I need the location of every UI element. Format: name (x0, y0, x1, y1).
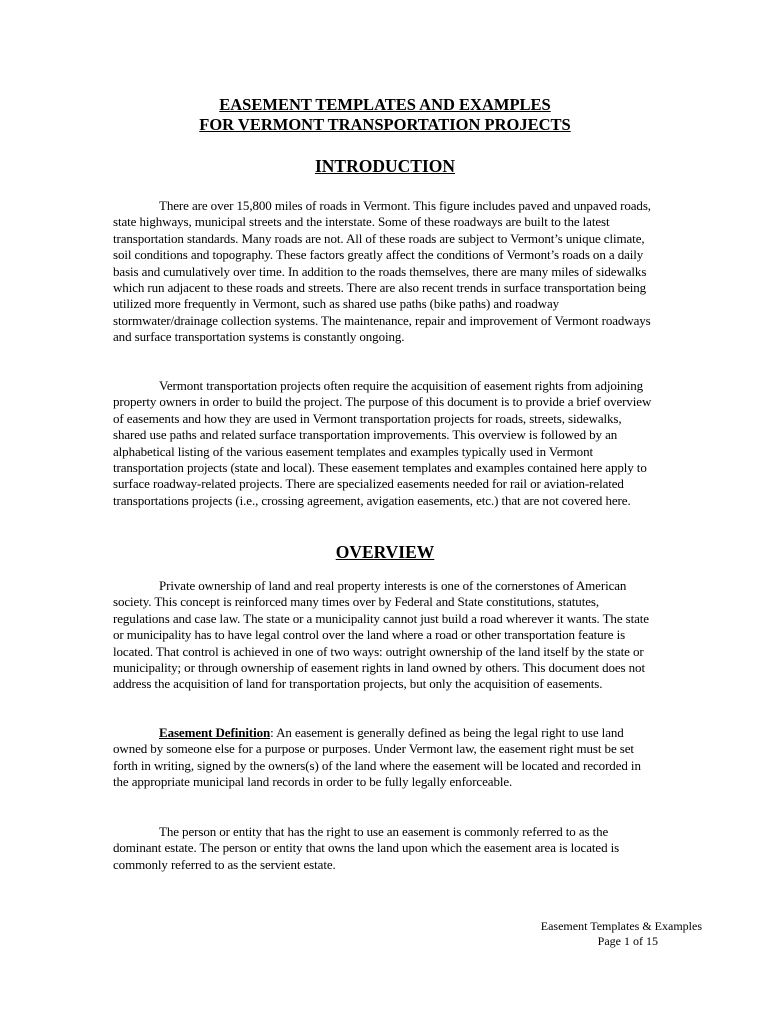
introduction-heading: INTRODUCTION (314, 156, 456, 176)
title-line-2: FOR VERMONT TRANSPORTATION PROJECTS (199, 115, 571, 134)
easement-definition-term: Easement Definition (159, 725, 271, 740)
introduction-paragraph-1: There are over 15,800 miles of roads in Vermont. This figure includes paved and unpaved roads, state highways, municipal streets and the interstate. Some of these roadways are built to the latest transportation standards. Many roads are not. All of these roads are subject to Vermont’s unique climate, soil conditions and topography. These factors greatly affect the conditions of Vermont’s roads on a daily basis and cumulatively over time. In addition to the roads themselves, there are many miles of sidewalks which run adjacent to these roads and streets. There are also recent trends in surface transportation being utilized more frequently in Vermont, such as shared use paths (bike paths) and roadway stormwater/drainage collection systems. The maintenance, repair and improvement of Vermont roadways and surface transportation systems is constantly ongoing. (113, 198, 651, 345)
page-footer (480, 919, 702, 949)
overview-heading: OVERVIEW (335, 542, 435, 562)
footer-title: Easement Templates & Examples (540, 919, 702, 933)
document-title (0, 95, 770, 135)
overview-paragraph-1: Private ownership of land and real property interests is one of the cornerstones of American society. This concept is reinforced many times over by Federal and State constitutions, statutes, regulations and case law. The state or a municipality cannot just build a road wherever it wants. The state or municipality has to have legal control over the land where a road or other transportation feature is located. That control is achieved in one of two ways: outright ownership of the land itself by the state or municipality; or through ownership of easement rights in land owned by others. This document does not address the acquisition of land for transportation projects, but only the acquisition of easements. (113, 578, 649, 692)
overview-paragraph-3: The person or entity that has the right to use an easement is commonly referred to as the dominant estate. The person or entity that owns the land upon which the easement area is located is commonly referred to as the servient estate. (113, 824, 620, 872)
easement-definition-paragraph (113, 725, 658, 791)
title-line-1: EASEMENT TEMPLATES AND EXAMPLES (219, 95, 551, 114)
easement-definition-text: : An easement is generally defined as being the legal right to use land owned by someone else for a purpose or purposes. Under Vermont law, the easement right must be set forth in writing, signed by the owners(s) of the land where the easement will be located and recorded in the appropriate municipal land records in order to be fully legally enforceable. (113, 725, 641, 790)
introduction-paragraph-2: Vermont transportation projects often require the acquisition of easement rights from adjoining property owners in order to build the project. The purpose of this document is to provide a brief overview of easements and how they are used in Vermont transportation projects for roads, streets, sidewalks, shared use paths and related surface transportation improvements. This overview is followed by an alphabetical listing of the various easement templates and examples typically used in Vermont transportation projects (state and local). These easement templates and examples contained here apply to surface roadway-related projects. There are specialized easements needed for rail or aviation-related transportations projects (i.e., crossing agreement, avigation easements, etc.) that are not covered here. (113, 378, 652, 508)
page-number: Page 1 of 15 (597, 934, 658, 948)
